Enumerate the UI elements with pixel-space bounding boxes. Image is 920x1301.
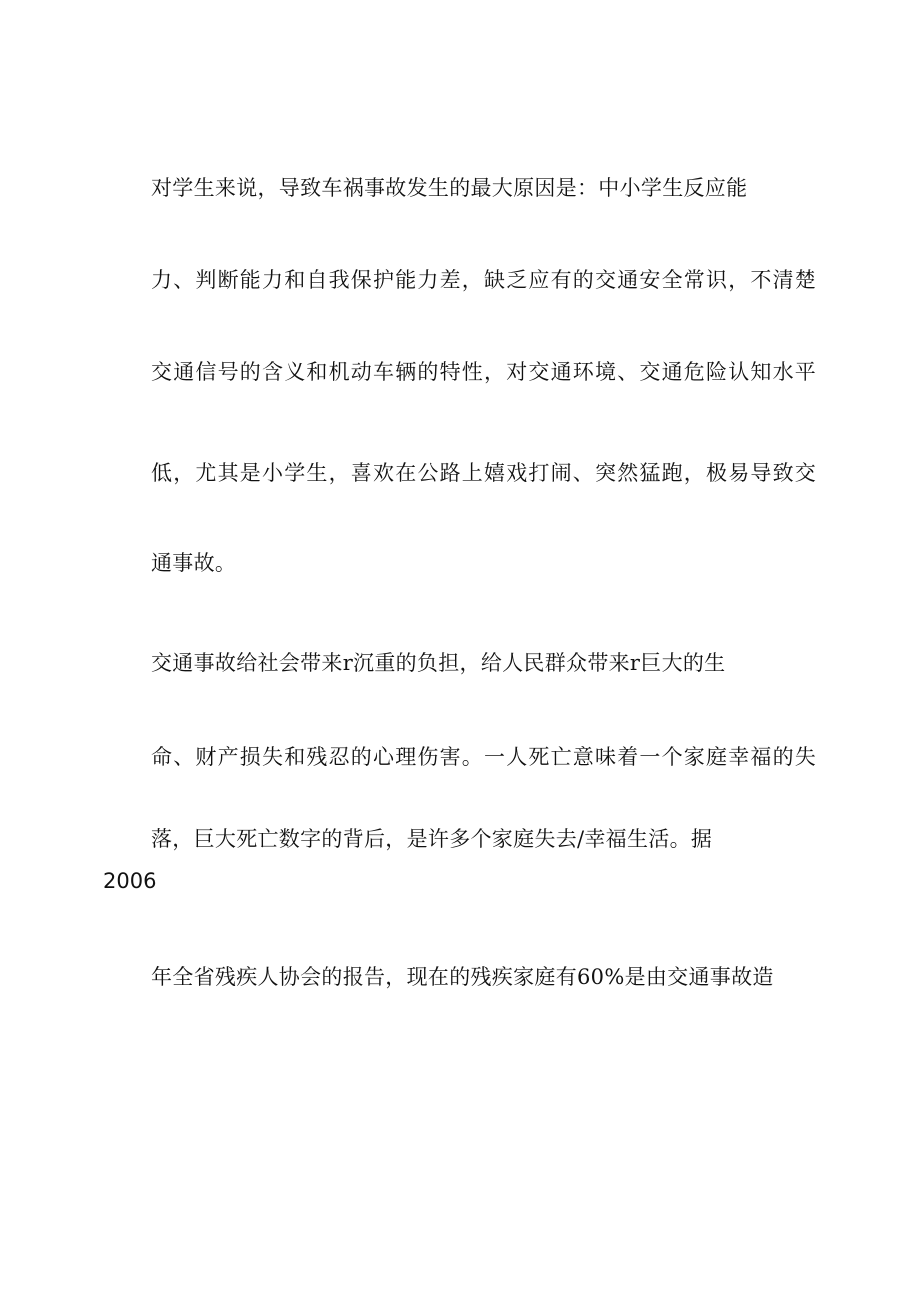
paragraph-1-line-3: 交通信号的含义和机动车辆的特性，对交通环境、交通危险认知水平 xyxy=(151,360,817,384)
paragraph-1-line-4: 低，尤其是小学生，喜欢在公路上嬉戏打闹、突然猛跑，极易导致交 xyxy=(151,461,817,485)
paragraph-2-line-1: 交通事故给社会带来r沉重的负担，给人民群众带来r巨大的生 xyxy=(151,651,726,675)
paragraph-1-line-1: 对学生来说，导致车祸事故发生的最大原因是：中小学生反应能 xyxy=(151,176,748,200)
paragraph-1-line-2: 力、判断能力和自我保护能力差，缺乏应有的交通安全常识，不清楚 xyxy=(151,268,817,292)
paragraph-2-line-3: 落，巨大死亡数字的背后，是许多个家庭失去/幸福生活。据 xyxy=(151,827,713,851)
year-number: 2006 xyxy=(103,869,157,893)
paragraph-2-line-2: 命、财产损失和残忍的心理伤害。一人死亡意味着一个家庭幸福的失 xyxy=(151,745,817,769)
paragraph-2-line-4: 年全省残疾人协会的报告，现在的残疾家庭有60%是由交通事故造 xyxy=(151,965,774,989)
paragraph-1-line-5: 通事故。 xyxy=(151,551,237,575)
